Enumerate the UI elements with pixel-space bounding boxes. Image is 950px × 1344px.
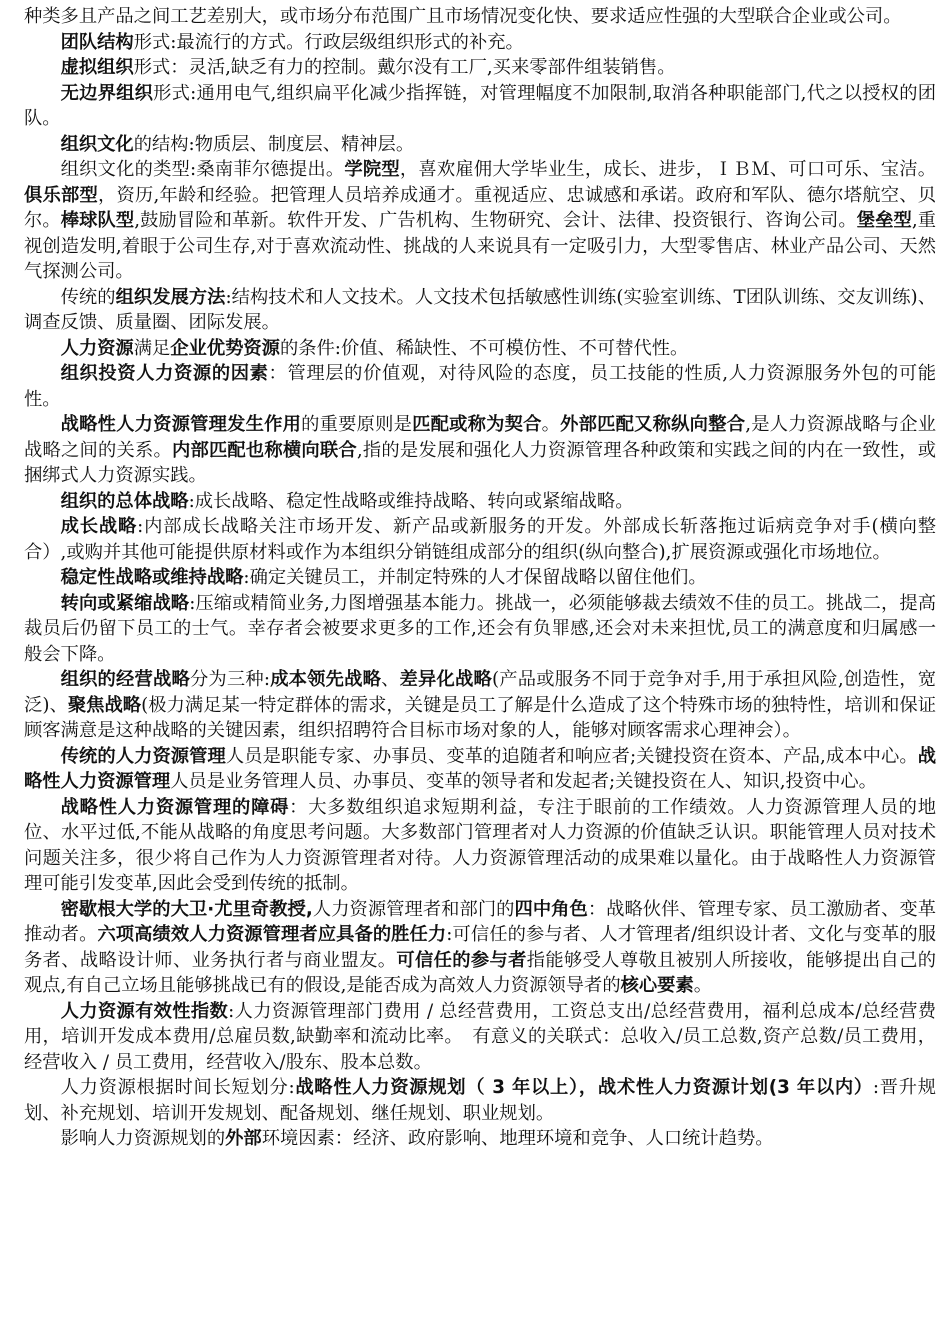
bold-term: 外部匹配又称纵向整合 xyxy=(560,414,746,435)
paragraph xyxy=(24,897,936,999)
paragraph xyxy=(24,565,936,591)
paragraph xyxy=(24,667,936,744)
bold-term: 传统的人力资源管理 xyxy=(60,745,226,767)
paragraph xyxy=(24,999,936,1076)
bold-term: 组织投资人力资源的因素 xyxy=(60,363,269,384)
bold-term: 稳定性战略或维持战略 xyxy=(60,567,244,588)
text-run: 种类多且产品之间工艺差别大，或市场分布范围广且市场情况变化快、要求适应性强的大型联合企业或公司。 xyxy=(24,6,902,27)
text-run: 满足 xyxy=(133,337,171,359)
paragraph xyxy=(24,744,936,795)
bold-term: 内部匹配也称横向联合 xyxy=(171,439,357,461)
paragraph xyxy=(24,336,936,362)
bold-term: 可信任的参与者 xyxy=(396,949,527,971)
text-run: ,是人力资源战略与企业战略之间的关系。 xyxy=(24,414,937,461)
bold-term: 人力资源有效性指数 xyxy=(60,1000,229,1022)
paragraph xyxy=(24,285,936,336)
paragraph xyxy=(24,795,936,897)
text-run: ，资历,年龄和经验。把管理人员培养成通才。重视适应、忠诚感和承诺。政府和军队、德尔塔航空、贝尔。 xyxy=(24,184,937,231)
bold-term: 转向或紧缩战略 xyxy=(60,592,190,614)
bold-term: 成本领先战略 xyxy=(270,669,382,690)
text-run: 分为三种: xyxy=(189,669,270,690)
paragraph xyxy=(24,514,936,565)
paragraph xyxy=(24,412,936,489)
text-run: :人力资源管理部门费用 / 总经营费用，工资总支出/总经营费用，福利总成本/总经营费用，培训开发成本费用/总雇员数,缺勤率和流动比率。 有意义的关联式：总收入/员工总数,资产总数/员工费用，经营收入 / 员工费用，经营收入/股东、股本总数。 xyxy=(24,1000,936,1073)
text-run: 形式:最流行的方式。行政层级组织形式的补充。 xyxy=(133,31,524,53)
paragraph xyxy=(24,55,936,81)
bold-term: 成长战略 xyxy=(60,516,138,537)
bold-term: 四中角色 xyxy=(514,898,588,920)
bold-term: 企业优势资源 xyxy=(170,337,280,359)
bold-term: 匹配或称为契合 xyxy=(412,414,542,435)
bold-term: 战略性人力资源管理发生作用 xyxy=(60,414,302,435)
paragraph xyxy=(24,81,936,132)
text-run: :可信任的参与者、人才管理者/组织设计者、文化与变革的服务者、战略设计师、业务执行者与商业盟友。 xyxy=(24,924,936,971)
text-run: 影响人力资源规划的 xyxy=(60,1128,226,1149)
bold-term: 战略性人力资源管理的障碍 xyxy=(60,796,290,818)
text-run: 的结构:物质层、制度层、精神层。 xyxy=(133,133,415,155)
bold-term: 人力资源 xyxy=(60,337,134,359)
text-run: ：战略伙伴、管理专家、员工激励者、变革推动者。 xyxy=(24,898,937,945)
text-run: :压缩或精简业务,力图增强基本能力。挑战一，必须能够裁去绩效不佳的员工。挑战二，提高裁员后仍留下员工的士气。幸存者会被要求更多的工作,还会有负罪感,还会对未来担忧,员工的满意度和归属感一般会下降。 xyxy=(24,592,936,665)
text-run: 组织文化的类型:桑南菲尔德提出。 xyxy=(60,159,345,180)
bold-term: 组织的总体战略 xyxy=(60,490,189,512)
text-run: ：大多数组织追求短期利益，专注于眼前的工作绩效。人力资源管理人员的地位、水平过低,不能从战略的角度思考问题。大多数部门管理者对人力资源的价值缺乏认识。职能管理人员对技术问题关注多，很少将自己作为人力资源管理者对待。人力资源管理活动的成果难以量化。由于战略性人力资源管理可能引发变革,因此会受到传统的抵制。 xyxy=(24,796,937,894)
text-run: (产品或服务不同于竞争对手,用于承担风险,创造性，宽泛)、 xyxy=(24,669,937,716)
paragraph xyxy=(24,132,936,158)
paragraph xyxy=(24,4,936,30)
text-run: :内部成长战略关注市场开发、新产品或新服务的开发。外部成长斩落拖过诟病竞争对手(横向整合）,或购并其他可能提供原材料或作为本组织分销链组成部分的组织(纵向整合),扩展资源或强化市场地位。 xyxy=(24,516,937,563)
text-run: 。 xyxy=(541,414,561,435)
paragraph xyxy=(24,1075,936,1126)
text-run: 形式：灵活,缺乏有力的控制。戴尔没有工厂,买来零部件组装销售。 xyxy=(133,57,676,78)
bold-term: 组织文化 xyxy=(60,133,134,155)
bold-term: 组织的经营战略 xyxy=(60,669,190,690)
bold-term: 俱乐部型 xyxy=(24,184,98,206)
text-run: 形式:通用电气,组织扁平化减少指挥链，对管理幅度不加限制,取消各种职能部门,代之以授权的团队。 xyxy=(24,82,937,129)
bold-term: 战略性人力资源规划（ 3 年以上），战术性人力资源计划(3 年以内） xyxy=(294,1077,873,1098)
text-run: 的条件:价值、稀缺性、不可模仿性、不可替代性。 xyxy=(279,337,689,359)
text-run: 人员是业务管理人员、办事员、变革的领导者和发起者;关键投资在人、知识,投资中心。 xyxy=(170,771,877,792)
bold-term: 学院型 xyxy=(344,159,400,180)
paragraph xyxy=(24,30,936,56)
text-run: :晋升规划、补充规划、培训开发规划、配备规划、继任规划、职业规划。 xyxy=(24,1077,936,1124)
paragraph xyxy=(24,489,936,515)
bold-term: 堡垒型 xyxy=(856,210,912,231)
paragraph xyxy=(24,361,936,412)
text-run: 传统的 xyxy=(60,286,116,308)
text-run: 、 xyxy=(381,669,400,690)
text-run: 。 xyxy=(693,975,713,996)
text-run: ,指的是发展和强化人力资源管理各种政策和实践之间的内在一致性，或捆绑式人力资源实践。 xyxy=(24,439,937,486)
text-run: 环境因素：经济、政府影响、地理环境和竞争、人口统计趋势。 xyxy=(261,1128,774,1149)
bold-term: 核心要素 xyxy=(620,975,694,996)
bold-term: 外部 xyxy=(225,1128,262,1149)
paragraph xyxy=(24,157,936,285)
bold-term: 差异化战略 xyxy=(399,669,492,690)
bold-term: 六项高绩效人力资源管理者应具备的胜任力 xyxy=(97,924,447,945)
text-run: 指能够受人尊敬且被别人所接收，能够提出自己的观点,有自己立场且能够挑战已有的假设,是能否成为高效人力资源领导者的 xyxy=(24,949,937,996)
text-run: 人员是职能专家、办事员、变革的追随者和响应者;关键投资在资本、产品,成本中心。 xyxy=(225,745,918,767)
bold-term: 无边界组织 xyxy=(60,82,154,104)
text-run: 的重要原则是 xyxy=(301,414,413,435)
text-run: :确定关键员工，并制定特殊的人才保留战略以留住他们。 xyxy=(243,567,707,588)
bold-term: 聚焦战略 xyxy=(67,694,142,716)
text-run: :成长战略、稳定性战略或维持战略、转向或紧缩战略。 xyxy=(188,490,634,512)
text-run: ，喜欢雇佣大学毕业生，成长、进步，ＩＢＭ、可口可乐、宝洁。 xyxy=(399,159,936,180)
bold-term: 虚拟组织 xyxy=(60,57,134,78)
bold-term: 团队结构 xyxy=(60,31,134,53)
bold-term: 密歇根大学的大卫·尤里奇教授, xyxy=(60,898,313,920)
text-run: ,鼓励冒险和革新。软件开发、广告机构、生物研究、会计、法律、投资银行、咨询公司。 xyxy=(134,210,857,231)
text-run: ：管理层的价值观，对待风险的态度，员工技能的性质,人力资源服务外包的可能性。 xyxy=(24,363,937,410)
text-run: :结构技术和人文技术。人文技术包括敏感性训练(实验室训练、T团队训练、交友训练)、调查反馈、质量圈、团际发展。 xyxy=(24,286,937,333)
bold-term: 棒球队型 xyxy=(60,210,135,231)
paragraph xyxy=(24,1126,936,1152)
bold-term: 组织发展方法 xyxy=(115,286,226,308)
text-run: 人力资源根据时间长短划分: xyxy=(60,1077,295,1098)
paragraph xyxy=(24,591,936,668)
bold-term: 战略性人力资源管理 xyxy=(24,745,936,792)
text-run: (极力满足某一特定群体的需求，关键是员工了解是什么造成了这个特殊市场的独特性，培训和保证顾客满意是这种战略的关键因素，组织招聘符合目标市场对象的人，能够对顾客需求心理神会）。 xyxy=(24,694,936,741)
text-run: 人力资源管理者和部门的 xyxy=(312,898,515,920)
text-run: ,重视创造发明,着眼于公司生存,对于喜欢流动性、挑战的人来说具有一定吸引力，大型零售店、林业产品公司、天然气探测公司。 xyxy=(24,210,937,282)
